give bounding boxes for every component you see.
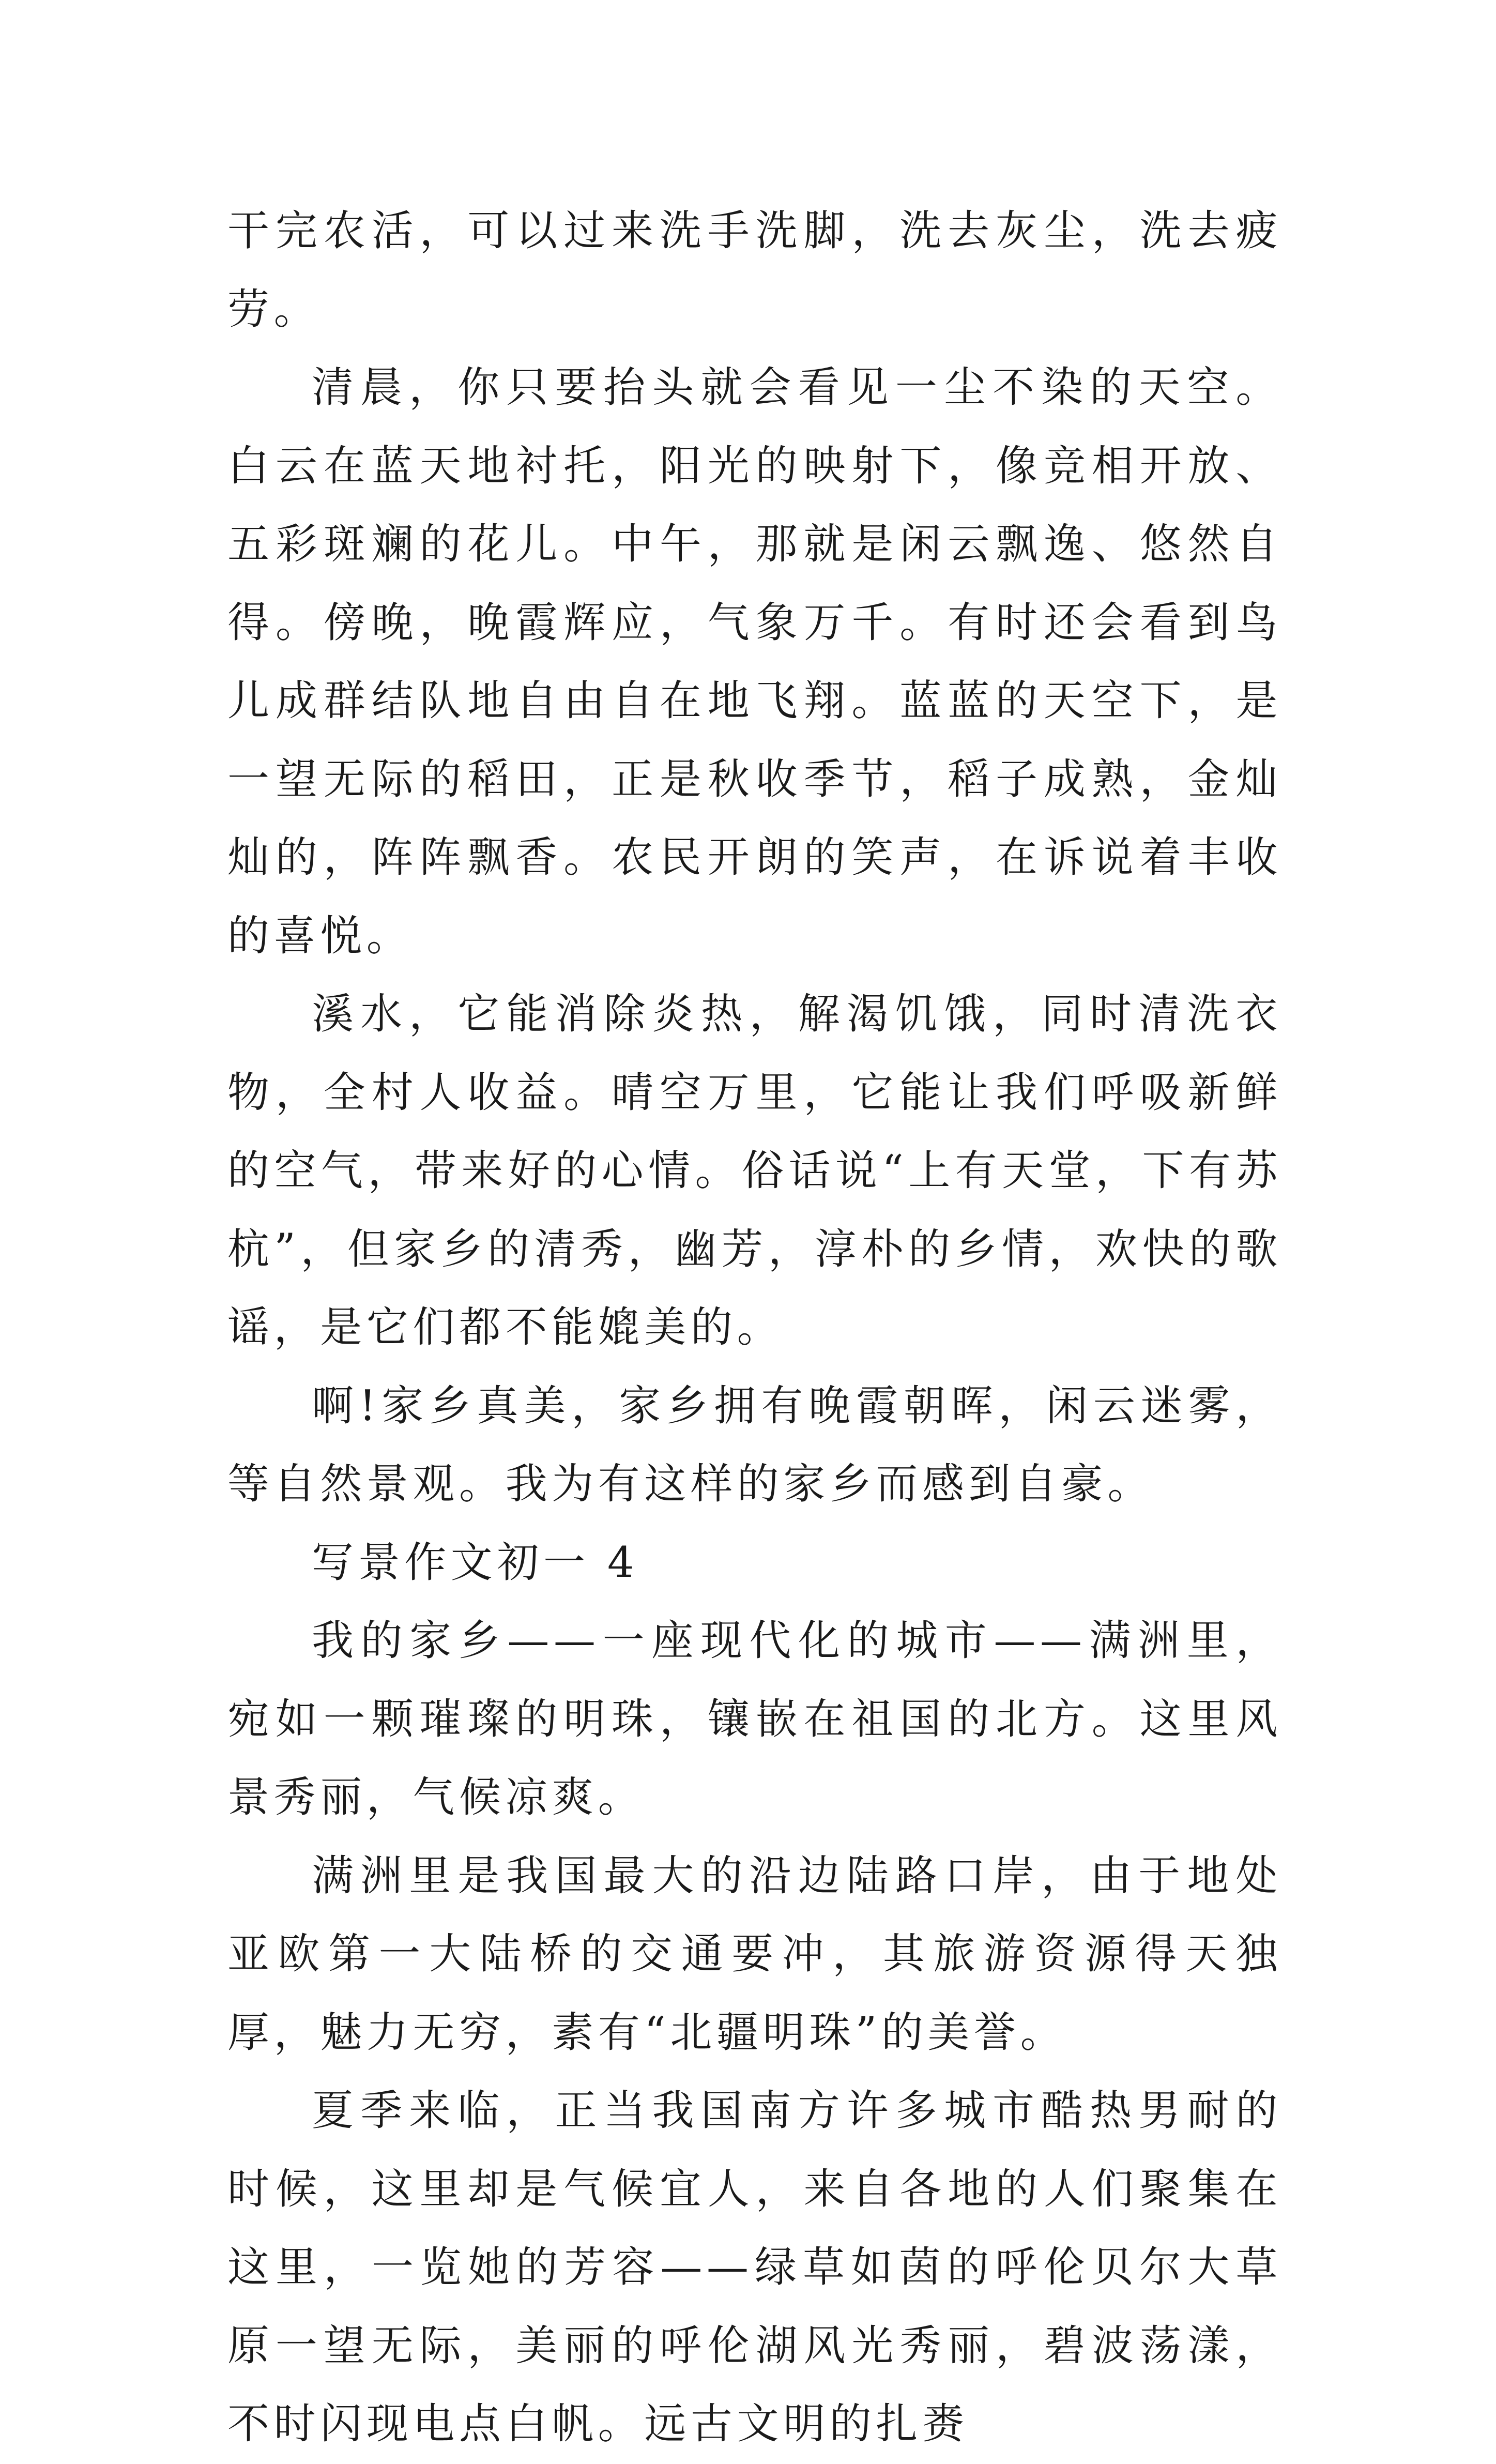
paragraph-4: 啊!家乡真美，家乡拥有晚霞朝晖，闲云迷雾，等自然景观。我为有这样的家乡而感到自豪。 [227, 1381, 1282, 1509]
paragraph-1: 干完农活，可以过来洗手洗脚，洗去灰尘，洗去疲劳。 [227, 207, 1282, 334]
document-body [227, 192, 1282, 2464]
paragraph-3: 溪水，它能消除炎热，解渴饥饿，同时清洗衣物，全村人收益。晴空万里，它能让我们呼吸新鲜的空气，带来好的心情。俗话说“上有天堂，下有苏杭”，但家乡的清秀，幽芳，淳朴的乡情，欢快的歌谣，是它们都不能媲美的。 [227, 990, 1282, 1352]
section-heading: 写景作文初一 4 [312, 1538, 639, 1587]
paragraph-2: 清晨，你只要抬头就会看见一尘不染的天空。白云在蓝天地衬托，阳光的映射下，像竞相开放、五彩斑斓的花儿。中午，那就是闲云飘逸、悠然自得。傍晚，晚霞辉应，气象万千。有时还会看到鸟儿成群结队地自由自在地飞翔。蓝蓝的天空下，是一望无际的稻田，正是秋收季节，稻子成熟，金灿灿的，阵阵飘香。农民开朗的笑声，在诉说着丰收的喜悦。 [227, 363, 1282, 961]
paragraph-7: 夏季来临，正当我国南方许多城市酷热男耐的时候，这里却是气候宜人，来自各地的人们聚集在这里，一览她的芳容——绿草如茵的呼伦贝尔大草原一望无际，美丽的呼伦湖风光秀丽，碧波荡漾，不时闪现电点白帆。远古文明的扎赉 [227, 2087, 1282, 2448]
paragraph-6: 满洲里是我国最大的沿边陆路口岸，由于地处亚欧第一大陆桥的交通要冲，其旅游资源得天独厚，魅力无穷，素有“北疆明珠”的美誉。 [227, 1851, 1282, 2057]
paragraph-5: 我的家乡——一座现代化的城市——满洲里，宛如一颗璀璨的明珠，镶嵌在祖国的北方。这里风景秀丽，气候凉爽。 [227, 1617, 1282, 1822]
